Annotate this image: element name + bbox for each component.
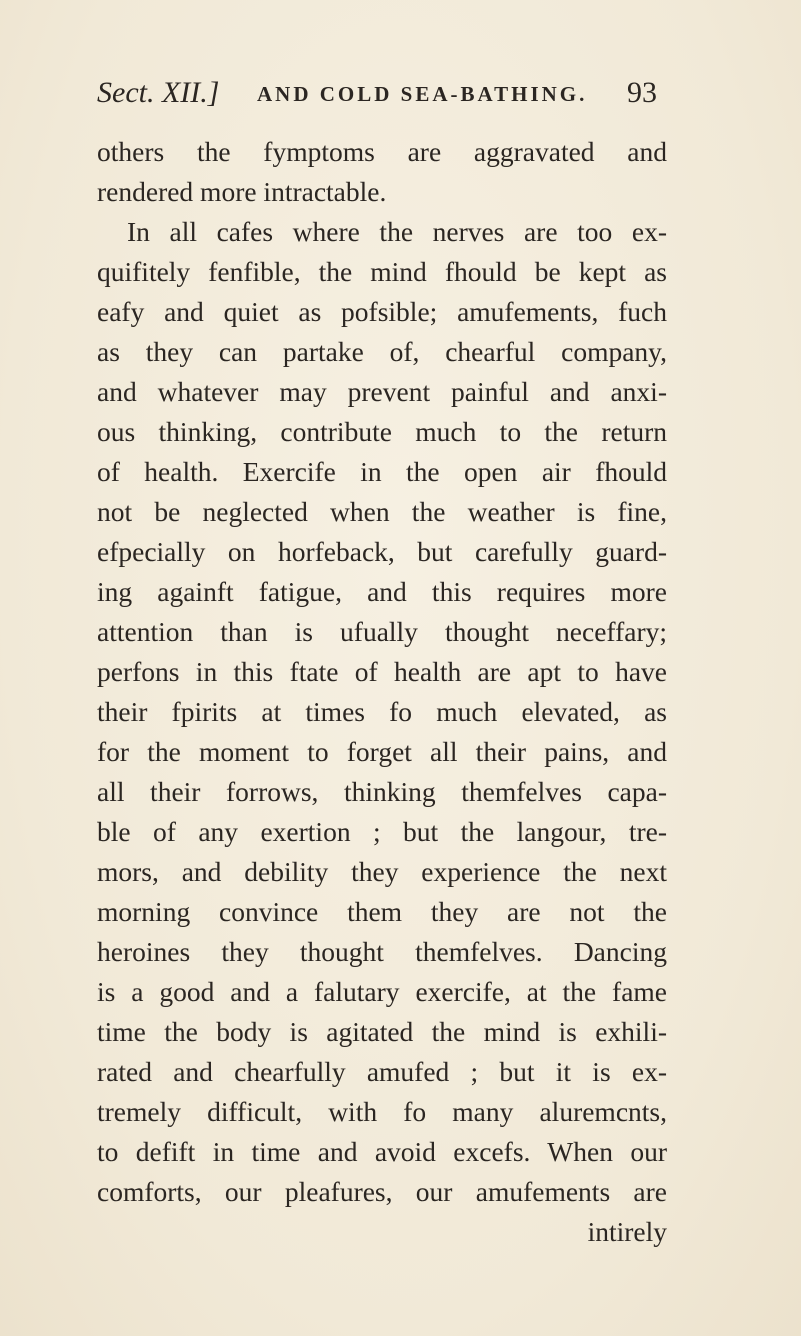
catchword: intirely [587, 1216, 667, 1247]
text-line: attention than is ufually thought neceffary; [97, 616, 667, 647]
text-line: heroines they thought themfelves. Dancing [97, 936, 667, 967]
text-line: In all cafes where the nerves are too ex- [127, 216, 667, 247]
text-line: ble of any exertion ; but the langour, tre- [97, 816, 667, 847]
text-line: rendered more intractable. [97, 176, 387, 207]
text-line: all their forrows, thinking themfelves capa- [97, 776, 667, 807]
text-line: morning convince them they are not the [97, 896, 667, 927]
text-line: efpecially on horfeback, but carefully guard- [97, 536, 667, 567]
running-header [97, 76, 657, 116]
text-line: for the moment to forget all their pains, and [97, 736, 667, 767]
text-line: as they can partake of, chearful company, [97, 336, 667, 367]
text-line: others the fymptoms are aggravated and [97, 136, 667, 167]
text-line: comforts, our pleafures, our amufements are [97, 1176, 667, 1207]
text-line: to defift in time and avoid excefs. When our [97, 1136, 667, 1167]
running-title: AND COLD SEA-BATHING. [257, 82, 588, 106]
text-line: and whatever may prevent painful and anxi- [97, 376, 667, 407]
text-line: is a good and a falutary exercife, at the fame [97, 976, 667, 1007]
text-line: tremely difficult, with fo many aluremcnts, [97, 1096, 667, 1127]
text-line: eafy and quiet as pofsible; amufements, fuch [97, 296, 667, 327]
text-line: quifitely fenfible, the mind fhould be kept as [97, 256, 667, 287]
text-line: time the body is agitated the mind is exhili- [97, 1016, 667, 1047]
page-number: 93 [627, 76, 657, 109]
section-marker: Sect. XII.] [97, 76, 220, 109]
text-line: perfons in this ftate of health are apt to have [97, 656, 667, 687]
text-line: their fpirits at times fo much elevated, as [97, 696, 667, 727]
text-line: ous thinking, contribute much to the return [97, 416, 667, 447]
text-line: of health. Exercife in the open air fhould [97, 456, 667, 487]
text-line: not be neglected when the weather is fine, [97, 496, 667, 527]
text-line: ing againft fatigue, and this requires more [97, 576, 667, 607]
text-line: mors, and debility they experience the next [97, 856, 667, 887]
text-line: rated and chearfully amufed ; but it is ex- [97, 1056, 667, 1087]
